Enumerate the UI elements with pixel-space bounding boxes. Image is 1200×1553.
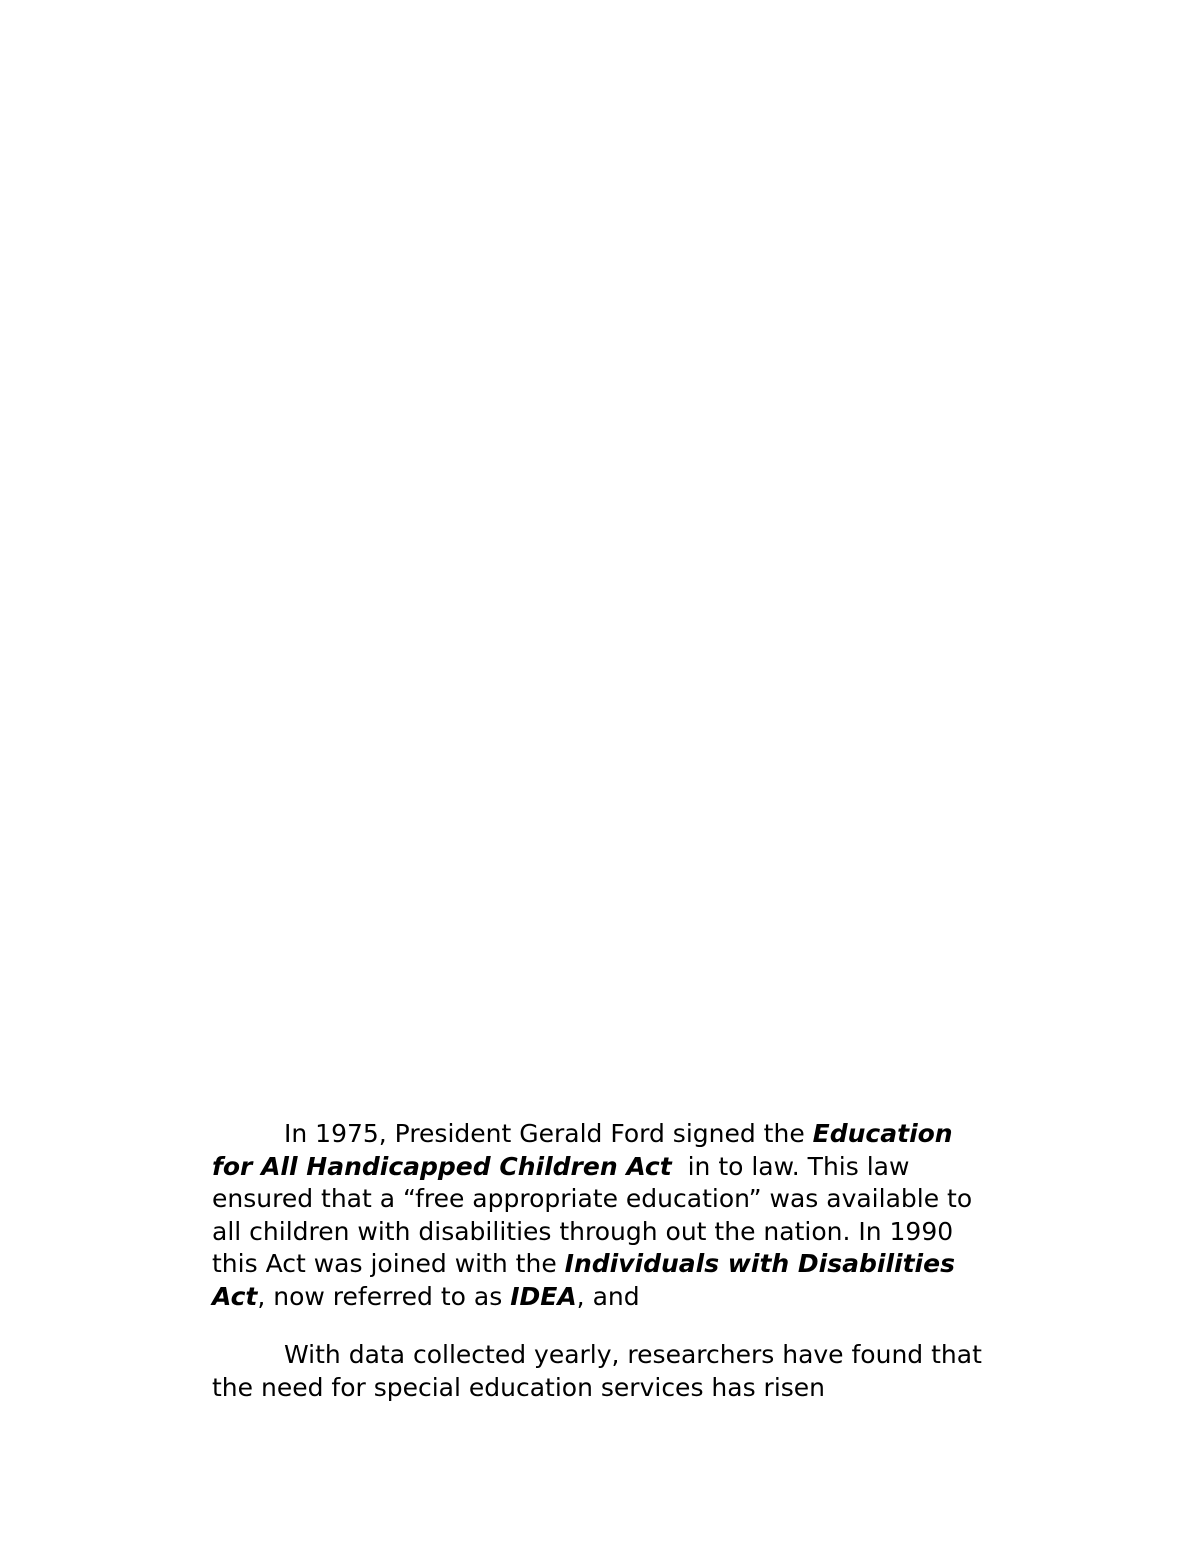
paragraph-1-text: in to law. This law [671, 1151, 910, 1181]
paragraph-1-text: all children with disabilities through out the nation. In 1990 [212, 1216, 954, 1246]
paragraph-1-text: ensured that a “free appropriate education” was available to [212, 1184, 973, 1213]
paragraph-1-text: this Act was joined with the [212, 1249, 565, 1278]
act-title-education: Education [812, 1119, 953, 1148]
paragraph-2-text: the need for special education services has risen [212, 1372, 826, 1402]
paragraph-1-text: In 1975, President Gerald Ford signed the [284, 1119, 813, 1148]
paragraph-2 [212, 1339, 1062, 1404]
paragraph-2-text: With data collected yearly, researchers have found that [284, 1340, 982, 1369]
act-title-individuals-with-disabilities: Individuals with Disabilities [564, 1249, 955, 1278]
act-title-handicapped-children: for All Handicapped Children Act [212, 1151, 672, 1181]
paragraph-1-text: , now referred to as [257, 1281, 511, 1311]
act-acronym-idea: IDEA [510, 1281, 577, 1311]
act-title-act: Act [212, 1281, 258, 1311]
paragraph-1-text: , and [576, 1281, 640, 1311]
paragraph-1 [212, 1118, 1062, 1313]
document-body [212, 1118, 1062, 1404]
